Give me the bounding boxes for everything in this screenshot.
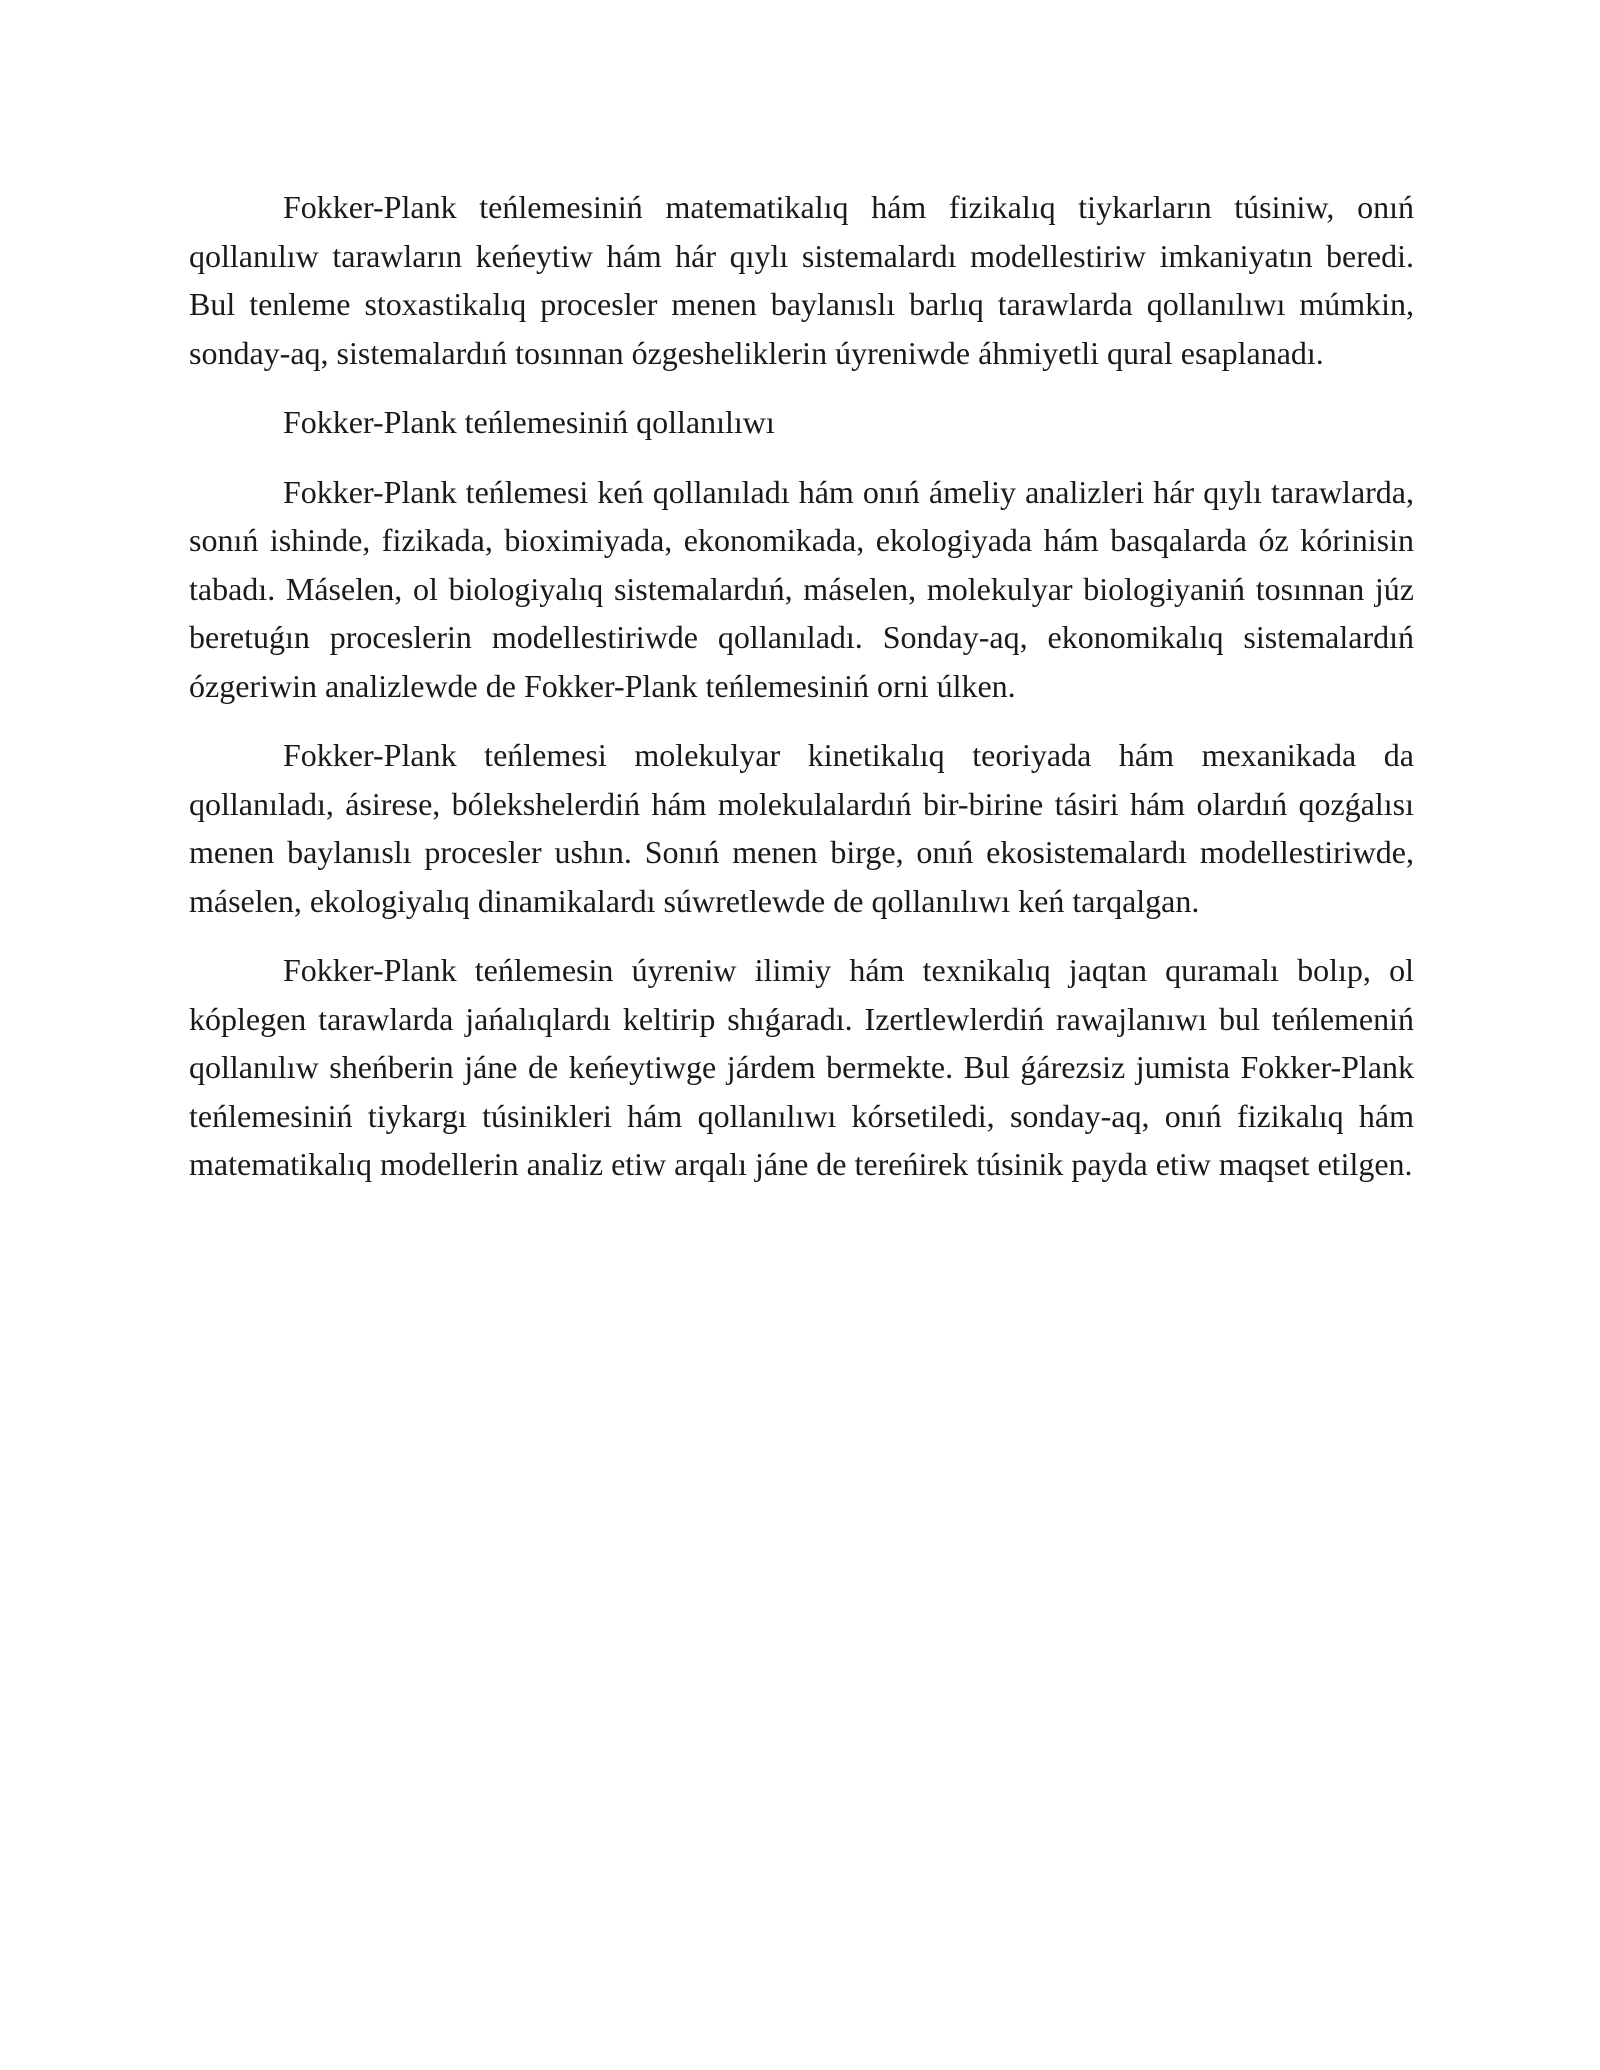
paragraph-conclusion: Fokker-Plank teńlemesin úyreniw ilimiy hám texnikalıq jaqtan quramalı bolıp, ol kóplegen tarawlarda jańalıqlardı keltirip shıǵaradı. Izertlewlerdiń rawajlanıwı bul teńlemeniń qollanılıw sheńberin jáne de keńeytiwge járdem bermekte. Bul ǵárezsiz jumista Fokker-Plank teńlemesiniń tiykargı túsinikleri hám qollanılıwı kórsetiledi, sonday-aq, onıń fizikalıq hám matematikalıq modellerin analiz etiw arqalı jáne de tereńirek túsinik payda etiw maqset etilgen. xyxy=(189,952,1414,1182)
paragraph-kinetic-theory: Fokker-Plank teńlemesi molekulyar kinetikalıq teoriyada hám mexanikada da qollanıladı, ásirese, bólekshelerdiń hám molekulalardıń bir-birine tásiri hám olardıń qozǵalısı menen baylanıslı procesler ushın. Sonıń menen birge, onıń ekosistemalardı modellestiriwde, máselen, ekologiyalıq dinamikalardı súwretlewde de qollanılıwı keń tarqalgan. xyxy=(189,737,1414,919)
document-body xyxy=(189,183,1414,1189)
paragraph-intro: Fokker-Plank teńlemesiniń matematikalıq hám fizikalıq tiykarların túsiniw, onıń qollanılıw tarawların keńeytiw hám hár qıylı sistemalardı modellestiriw imkaniyatın beredi. Bul tenleme stoxastikalıq procesler menen baylanıslı barlıq tarawlarda qollanılıwı múmkin, sonday-aq, sistemalardıń tosınnan ózgesheliklerin úyreniwde áhmiyetli qural esaplanadı. xyxy=(189,189,1414,371)
section-heading: Fokker-Plank teńlemesiniń qollanılıwı xyxy=(283,404,775,440)
paragraph-applications: Fokker-Plank teńlemesi keń qollanıladı hám onıń ámeliy analizleri hár qıylı tarawlarda, sonıń ishinde, fizikada, bioximiyada, ekonomikada, ekologiyada hám basqalarda óz kórinisin tabadı. Máselen, ol biologiyalıq sistemalardıń, máselen, molekulyar biologiyaniń tosınnan júz beretuǵın proceslerin modellestiriwde qollanıladı. Sonday-aq, ekonomikalıq sistemalardıń ózgeriwin analizlewde de Fokker-Plank teńlemesiniń orni úlken. xyxy=(189,473,1414,704)
